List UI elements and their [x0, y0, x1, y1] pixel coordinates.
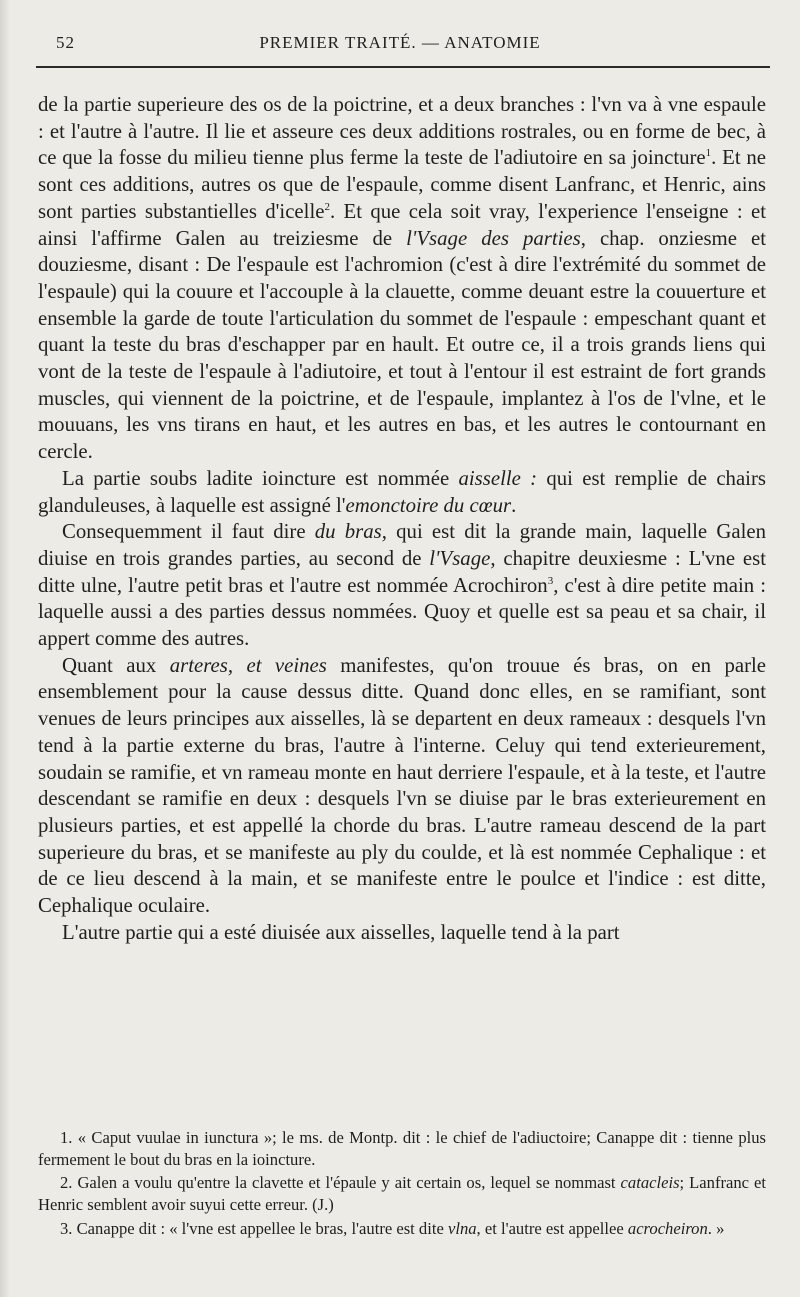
footnotes — [38, 1127, 766, 1242]
text-run: La partie soubs ladite ioincture est nommée — [62, 466, 459, 490]
running-title: PREMIER TRAITÉ. — ANATOMIE — [259, 33, 541, 52]
text-run: , chapitre deuxiesme : L'vne est ditte ulne, l'autre petit bras et l'autre est nommée Acrochiron — [38, 546, 766, 597]
footnote-2 — [38, 1172, 766, 1215]
text-run: ; Lanfranc et Henric semblent avoir suyui cette erreur. (J.) — [38, 1173, 766, 1215]
paragraph-3 — [38, 519, 766, 653]
text-run: L'autre partie qui a esté diuisée aux aisselles, laquelle tend à la part — [62, 920, 620, 944]
term-italic: acrocheiron — [627, 1218, 708, 1238]
term-italic: emonctoire du cœur — [345, 493, 512, 517]
page-edge-shadow — [0, 0, 10, 1297]
main-text — [38, 92, 766, 947]
paragraph-2 — [38, 466, 766, 519]
text-run: . — [511, 493, 517, 517]
text-run: , qui est dit la grande main, laquelle Galen diuise en trois grandes parties, au second de — [38, 520, 766, 570]
text-run: , chap. onziesme et douziesme, disant : De l'espaule est l'achromion (c'est à dire l'extrémité du sommet de l'espaule) qui la couure et l'accouple à la clauette, comme deuant estre la couuerture et ensemble la garde de toute l'articulation du sommet de l'espaule : empeschant quant et quant la teste du bras d'eschapper par en hault. Et outre ce, il a trois grands liens qui vont de la teste de l'espaule à l'adiutoire, et tout à l'entour il est estraint de fort grands muscles, qui viennent de la poictrine, et de l'espaule, implantez à l'os de l'vlne, et le mouuans, les vns tirans en haut, et les autres en bas, et les autres le contournant en cercle. — [38, 226, 766, 464]
footnote-3 — [38, 1218, 766, 1240]
term-italic: du bras — [314, 520, 382, 544]
book-title-italic: l'Vsage — [429, 546, 491, 570]
text-run: . » — [707, 1218, 725, 1238]
text-run: manifestes, qu'on trouue és bras, on en parle ensemblement pour la cause dessus ditte. Quand donc elles, en se ramifiant, sont venues de leurs principes aux aisselles, là se departent en deux rameaux : desquels l'vn tend à la partie externe du bras, l'autre à l'interne. Celuy qui tend exterieurement, soudain se ramifie, et vn rameau monte en haut derriere l'espaule, et à la teste, et l'autre descendant se ramifie en deux : desquels l'vn se diuise par le bras exterieurement en plusieurs parties, et est appellé la chorde du bras. L'autre rameau descend de la part superieure du bras, et se manifeste au ply du coulde, et là est nommée Cephalique : et de ce lieu descend à la main, et se manifeste entre le poulce et l'indice : est ditte, Cephalique oculaire. — [38, 653, 767, 918]
paragraph-5 — [38, 920, 766, 947]
text-run: 2. Galen a voulu qu'entre la clavette et l'épaule y ait certain os, lequel se nommast — [60, 1173, 621, 1193]
text-run: , et l'autre est appellee — [476, 1218, 628, 1238]
text-run: qui est remplie de chairs glanduleuses, à laquelle est assigné l' — [38, 466, 766, 517]
term-italic: catacleis — [620, 1173, 680, 1193]
footnote-1 — [38, 1127, 766, 1170]
text-run: de la partie superieure des os de la poictrine, et a deux branches : l'vn va à vne espaule : et l'autre à l'autre. Il lie et asseure ces deux additions rostrales, ou en forme de bec, à ce que la fosse du milieu tienne plus ferme la teste de l'adiutoire en sa joincture — [38, 93, 766, 170]
header-rule — [36, 66, 770, 68]
text-run: 1. « Caput vuulae in iunctura »; le ms. de Montp. dit : le chief de l'adiuctoire; Canappe dit : tienne plus fermement le bout du bras en la ioincture. — [38, 1128, 766, 1169]
footnote-ref-1: 1 — [705, 147, 712, 160]
running-head — [36, 33, 764, 59]
text-run: . Et que cela soit vray, l'experience l'enseigne : et ainsi l'affirme Galen au treiziesme de — [38, 199, 766, 250]
text-run: 3. Canappe dit : « l'vne est appellee le bras, l'autre est dite — [60, 1218, 448, 1238]
page-number: 52 — [56, 33, 75, 52]
text-run: Consequemment il faut dire — [62, 520, 315, 544]
text-run: Quant aux — [62, 653, 170, 677]
term-italic: aisselle : — [458, 466, 538, 490]
paragraph-4 — [38, 653, 766, 920]
text-run: , c'est à dire petite main : laquelle aussi a des parties dessus nommées. Quoy et quelle est sa peau et sa chair, il appert comme des autres. — [38, 573, 767, 651]
text-run: . Et ne sont ces additions, autres os que de l'espaule, comme disent Lanfranc, et Henric, ains sont parties substantielles d'icelle — [38, 146, 766, 223]
footnote-ref-3: 3 — [547, 574, 554, 587]
paragraph-1 — [38, 92, 766, 466]
term-italic: vlna — [447, 1218, 477, 1238]
book-title-italic: l'Vsage des parties — [406, 226, 581, 250]
term-italic: arteres, et veines — [169, 653, 327, 677]
footnote-ref-2: 2 — [324, 200, 330, 213]
